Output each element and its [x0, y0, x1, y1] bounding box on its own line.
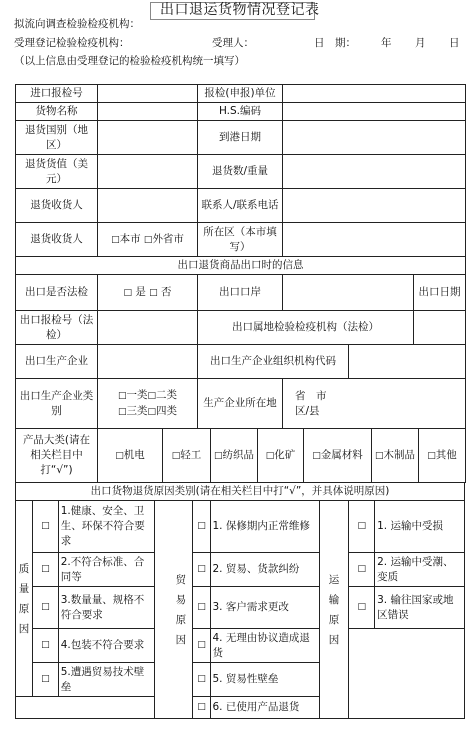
checkbox-class-4[interactable]: □: [147, 406, 157, 417]
trade-reason-item: 6. 已使用产品退货: [210, 697, 319, 719]
table-row: [16, 553, 465, 587]
declaring-unit-field[interactable]: [283, 85, 466, 103]
category-item[interactable]: [304, 429, 372, 483]
checkbox[interactable]: □: [33, 553, 59, 587]
quality-reason-item: 2.不符合标准、合同等: [58, 553, 154, 587]
option-no: 否: [161, 285, 172, 298]
quality-reason-item: 1.健康、安全、卫生、环保不符合要求: [58, 501, 154, 553]
table-row: [16, 483, 465, 501]
quality-reason-item: 3.数量量、规格不符合要求: [58, 587, 154, 629]
option-yes: 是: [135, 285, 146, 298]
table-row: [16, 429, 466, 483]
date-month-label: 月: [415, 37, 426, 49]
category-label: 化矿: [274, 448, 296, 461]
trade-reason-item: 3. 客户需求更改: [210, 587, 319, 629]
category-item[interactable]: [372, 429, 419, 483]
table-row: [16, 121, 466, 155]
checkbox[interactable]: □: [213, 450, 223, 461]
table-row: [16, 275, 466, 311]
registration-table: [15, 84, 466, 429]
return-value-field[interactable]: [98, 155, 198, 189]
import-inspection-no-label: 进口报检号: [16, 85, 98, 103]
header-note: （以上信息由受理登记的检验检疫机构统一填写）: [14, 55, 245, 67]
checkbox[interactable]: □: [33, 663, 59, 697]
checkbox[interactable]: □: [374, 450, 384, 461]
table-row: [16, 587, 465, 629]
trade-reason-label: 贸易原因: [169, 501, 193, 719]
legal-inspection-options: [98, 275, 198, 311]
checkbox[interactable]: □: [33, 629, 59, 663]
return-country-field[interactable]: [98, 121, 198, 155]
table-row: [16, 257, 466, 275]
export-inspection-no-label: 出口报检号（法检）: [16, 311, 98, 345]
table-row: [16, 155, 466, 189]
category-item[interactable]: [419, 429, 466, 483]
goods-name-field[interactable]: [98, 103, 198, 121]
export-date-label: 出口日期: [414, 275, 466, 311]
checkbox[interactable]: □: [193, 697, 210, 719]
category-item[interactable]: [163, 429, 211, 483]
table-row: [16, 379, 466, 429]
option-class-1: 一类: [126, 388, 148, 401]
checkbox[interactable]: □: [33, 501, 59, 553]
export-info-heading: 出口退货商品出口时的信息: [16, 257, 466, 275]
return-quantity-field[interactable]: [283, 155, 466, 189]
form-title: 出口退运货物情况登记表: [160, 2, 320, 18]
table-row: [16, 223, 466, 257]
consignee-location-options: [98, 223, 198, 257]
manufacturer-category-label: 出口生产企业类别: [16, 379, 98, 429]
export-port-field[interactable]: [283, 275, 414, 311]
return-value-label: 退货货值（美元）: [16, 155, 98, 189]
date-day-label: 日: [449, 37, 460, 49]
consignee-location-label: 退货收货人: [16, 223, 98, 257]
checkbox[interactable]: □: [171, 450, 181, 461]
table-row: [16, 501, 465, 553]
checkbox[interactable]: □: [427, 450, 436, 461]
option-class-2: 二类: [156, 388, 178, 401]
trade-reason-item: 2. 贸易、货款纠纷: [210, 553, 319, 587]
checkbox-class-2[interactable]: □: [147, 390, 157, 401]
return-consignee-field[interactable]: [98, 189, 198, 223]
import-inspection-no-field[interactable]: [98, 85, 198, 103]
district-field[interactable]: [283, 223, 466, 257]
handler-label: 受理人：: [212, 37, 254, 49]
manufacturer-location-field[interactable]: [283, 379, 466, 429]
category-label: 木制品: [383, 448, 415, 461]
checkbox[interactable]: □: [193, 663, 210, 697]
checkbox[interactable]: □: [33, 587, 59, 629]
checkbox-yes[interactable]: □: [123, 287, 132, 298]
option-class-4: 四类: [156, 404, 178, 417]
transport-reason-label: 运输原因: [319, 501, 349, 719]
survey-org-label: 拟流向调查检验检疫机构：: [14, 18, 140, 30]
option-class-3: 三类: [126, 404, 148, 417]
arrival-date-field[interactable]: [283, 121, 466, 155]
contact-field[interactable]: [283, 189, 466, 223]
transport-reason-item: 2. 运输中受潮、变质: [375, 553, 465, 587]
transport-reason-item: 1. 运输中受损: [375, 501, 465, 553]
manufacturer-category-options: [98, 379, 198, 429]
empty-cell: [16, 697, 155, 719]
province-city-label: 省 市: [295, 389, 327, 402]
table-row: [16, 103, 466, 121]
return-consignee-label: 退货收货人: [16, 189, 98, 223]
contact-label: 联系人/联系电话: [198, 189, 283, 223]
checkbox[interactable]: □: [349, 501, 375, 553]
checkbox[interactable]: □: [193, 501, 210, 553]
checkbox[interactable]: □: [349, 587, 375, 629]
quality-reason-item: 4.包装不符合要求: [58, 629, 154, 663]
date-label: 日 期：: [314, 37, 356, 49]
manufacturer-code-field[interactable]: [349, 345, 466, 379]
return-reason-table: [15, 482, 465, 719]
trade-reason-item: 1. 保修期内正常维修: [210, 501, 319, 553]
return-reason-heading: 出口货物退货原因类别(请在相关栏目中打“√”，并具体说明原因): [16, 483, 465, 501]
export-manufacturer-label: 出口生产企业: [16, 345, 98, 379]
category-item[interactable]: [258, 429, 304, 483]
category-label: 金属材料: [320, 448, 363, 461]
category-label: 轻工: [180, 448, 202, 461]
category-label: 其他: [435, 448, 457, 461]
category-label: 纺织品: [222, 448, 254, 461]
quality-reason-label: 质量原因: [16, 501, 33, 697]
table-row: [16, 85, 466, 103]
export-authority-label: 出口属地检验检疫机构（法检）: [198, 311, 414, 345]
checkbox[interactable]: □: [115, 450, 124, 461]
transport-reason-item: 3. 输往国家或地区错误: [375, 587, 465, 629]
legal-inspection-label: 出口是否法检: [16, 275, 98, 311]
checkbox-no[interactable]: □: [149, 287, 158, 298]
return-quantity-label: 退货数/重量: [198, 155, 283, 189]
table-row: [16, 189, 466, 223]
checkbox[interactable]: □: [193, 629, 210, 663]
county-label: 区/县: [295, 404, 320, 417]
arrival-date-label: 到港日期: [198, 121, 283, 155]
checkbox-class-1[interactable]: □: [117, 390, 127, 401]
declaring-unit-label: 报检(申报)单位: [198, 85, 283, 103]
checkbox[interactable]: □: [193, 553, 210, 587]
registration-org-label: 受理登记检验检疫机构：: [14, 37, 130, 49]
export-authority-field[interactable]: [414, 311, 466, 345]
district-label: 所在区（本市填写）: [198, 223, 283, 257]
checkbox-class-3[interactable]: □: [117, 406, 127, 417]
manufacturer-location-label: 生产企业所在地: [198, 379, 283, 429]
table-row: [16, 311, 466, 345]
spacer: [154, 501, 169, 719]
trade-reason-item: 4. 无理由协议造成退货: [210, 629, 319, 663]
table-row: [16, 629, 465, 663]
hs-code-label: H.S.编码: [198, 103, 283, 121]
product-category-label: 产品大类(请在相关栏目中打“√”): [16, 429, 98, 483]
goods-name-label: 货物名称: [16, 103, 98, 121]
manufacturer-code-label: 出口生产企业组织机构代码: [198, 345, 349, 379]
export-port-label: 出口口岸: [198, 275, 283, 311]
checkbox-local[interactable]: □: [111, 234, 120, 245]
empty-cell: [349, 629, 465, 719]
table-row: [16, 345, 466, 379]
option-local: 本市: [119, 232, 141, 245]
checkbox[interactable]: □: [349, 553, 375, 587]
category-label: 机电: [123, 448, 145, 461]
return-country-label: 退货国别（地区）: [16, 121, 98, 155]
export-manufacturer-field[interactable]: [98, 345, 198, 379]
option-other-province: 外省市: [152, 232, 184, 245]
category-item[interactable]: [211, 429, 258, 483]
checkbox[interactable]: □: [265, 450, 275, 461]
category-item[interactable]: [98, 429, 163, 483]
trade-reason-item: 5. 贸易性壁垒: [210, 663, 319, 697]
checkbox[interactable]: □: [193, 587, 210, 629]
checkbox[interactable]: □: [312, 450, 321, 461]
export-inspection-no-field[interactable]: [98, 311, 198, 345]
date-year-label: 年: [381, 37, 392, 49]
quality-reason-item: 5.遭遇贸易技术壁垒: [58, 663, 154, 697]
checkbox-other-province[interactable]: □: [143, 234, 153, 245]
product-category-table: [15, 428, 466, 483]
hs-code-field[interactable]: [283, 103, 466, 121]
